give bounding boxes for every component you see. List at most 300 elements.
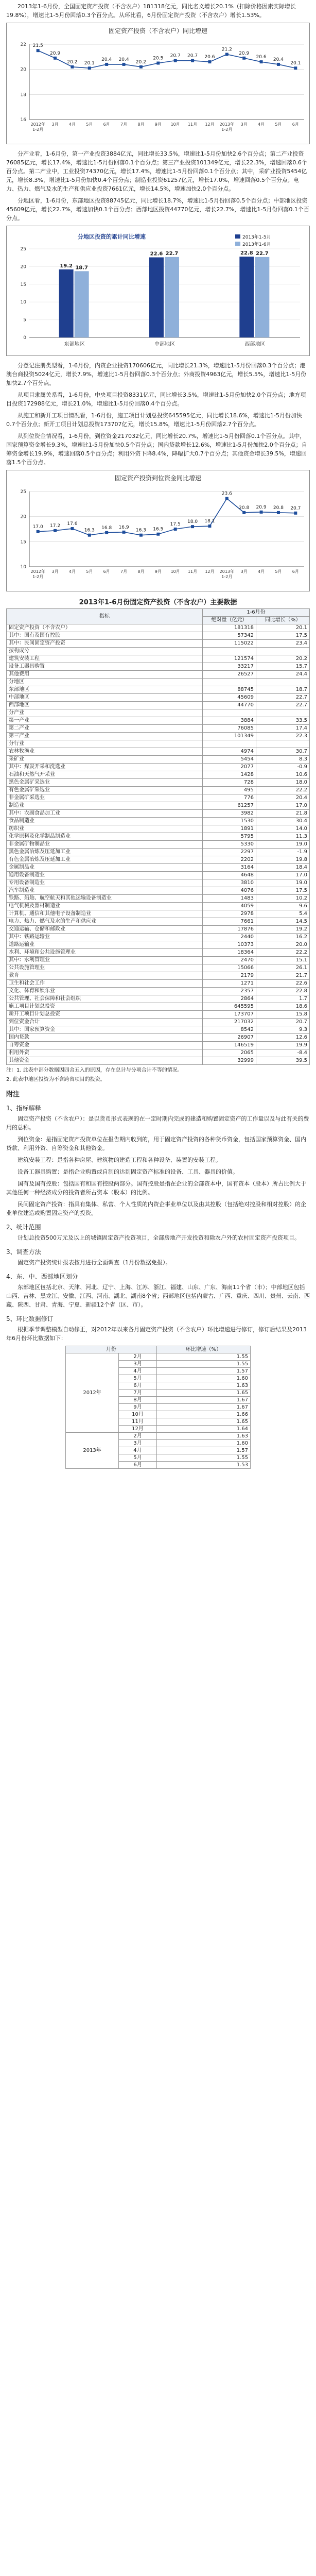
table-row (7, 1019, 310, 1026)
legend-swatch (235, 242, 240, 246)
table-row (7, 849, 310, 856)
row-label: 有色金属冶炼及压延加工业 (7, 856, 203, 864)
growth-value (256, 740, 310, 748)
chart-funds-growth (6, 470, 310, 591)
rate-cell: 1.67 (156, 1404, 250, 1411)
data-label: 20.7 (187, 53, 198, 59)
data-label: 17.0 (32, 524, 43, 530)
growth-value: 18.6 (256, 1003, 310, 1011)
data-point (260, 511, 263, 514)
growth-value: 20.1 (256, 624, 310, 632)
data-point (122, 63, 126, 66)
annex-paragraph: 民间固定资产投资：指具有集体、私营、个人性质的内资企事业单位以及由其控股（包括绝对控股和相对控股）的企业单位建造或购置固定资产的投资。 (6, 1201, 306, 1216)
table-row (7, 887, 310, 895)
category-label: 东部地区 (64, 342, 85, 347)
data-point (225, 497, 229, 500)
abs-value: 2357 (203, 988, 256, 995)
growth-value: 24.4 (256, 671, 310, 679)
abs-value: 2065 (203, 1049, 256, 1057)
x-tick-label: 5月 (86, 569, 93, 574)
table-row (7, 934, 310, 941)
table-row (7, 941, 310, 949)
registration-paragraphs (6, 361, 310, 467)
growth-value: 19.9 (256, 1042, 310, 1049)
month-cell: 7月 (119, 1389, 157, 1397)
rate-cell: 1.66 (156, 1411, 250, 1418)
main-table-body (7, 624, 310, 1065)
month-cell: 10月 (119, 1411, 157, 1418)
annex-paragraph: 国有及国有控股：包括国有和国有控股两部分。国有控股是指在企业的全部资本中，国有资本（股本）所占比例大于其他任何一种经济成分的投资者所占资本（股本）的比例。 (6, 1180, 306, 1196)
abs-value: 57342 (203, 632, 256, 640)
rate-cell: 1.60 (156, 1440, 250, 1447)
month-cell: 6月 (119, 1462, 157, 1469)
chart-region-growth (6, 226, 310, 356)
table-row (7, 764, 310, 771)
x-tick-label: 11月 (187, 569, 198, 574)
row-label: 分行业 (7, 740, 203, 748)
y-tick-label: 25 (20, 247, 26, 252)
abs-value: 645595 (203, 1003, 256, 1011)
table-row (7, 895, 310, 903)
abs-value: 76085 (203, 725, 256, 733)
growth-value: 20.0 (256, 941, 310, 949)
table-row (7, 802, 310, 810)
table-row (7, 856, 310, 864)
x-tick-label: 10月 (170, 122, 180, 127)
data-point (88, 66, 91, 70)
growth-value: 14.5 (256, 918, 310, 926)
col-group-header: 1-6月份 (203, 609, 310, 617)
growth-value: 22.6 (256, 980, 310, 988)
bar (59, 269, 74, 337)
month-cell: 3月 (119, 1361, 157, 1368)
month-cell: 4月 (119, 1368, 157, 1375)
growth-value: 18.0 (256, 779, 310, 787)
data-label: 20.8 (273, 505, 284, 511)
x-tick-label: 9月 (154, 569, 162, 574)
legend-label: 2013年1-6月 (242, 242, 271, 247)
x-tick-label: 2012年 1-2月 (30, 569, 45, 579)
abs-value: 1530 (203, 818, 256, 825)
annex-paragraph: 建筑安装工程：是指各种房屋、建筑物的建造工程和各种设备、装置的安装工程。 (17, 1157, 221, 1163)
data-label: 20.9 (50, 50, 61, 56)
row-label: 新开工项目计划总投资 (7, 1011, 203, 1019)
month-cell: 12月 (119, 1426, 157, 1433)
data-label: 20.2 (135, 59, 146, 65)
month-cell: 2月 (119, 1353, 157, 1361)
growth-value: 9.3 (256, 1026, 310, 1034)
rate-cell: 1.55 (156, 1361, 250, 1368)
abs-value: 115022 (203, 640, 256, 648)
growth-row (66, 1353, 251, 1361)
rate-cell: 1.55 (156, 1353, 250, 1361)
paragraph: 分登记注册类型看，1-6月份，内资企业投资170606亿元，同比增长21.3%，增速比1-5月份回落0.3个百分点；港澳台商投资5024亿元，增长7.9%，增速比1-5月份回落0.3个百分点；外商投资4963亿元，增长5.5%，增速比1-5月份加快2.7个百分点。 (6, 362, 307, 386)
table-row (7, 740, 310, 748)
x-tick-label: 5月 (86, 122, 93, 127)
bar (75, 271, 89, 337)
annex-section-title: 2、统计范围 (6, 1224, 41, 1231)
rate-cell: 1.60 (156, 1375, 250, 1382)
x-tick-label: 9月 (154, 122, 162, 127)
abs-value: 44770 (203, 702, 256, 709)
row-label: 非金属矿采选业 (7, 794, 203, 802)
growth-value (256, 709, 310, 717)
data-point (208, 60, 211, 63)
table-row (7, 872, 310, 879)
annex-section-title: 3、调查方法 (6, 1248, 41, 1256)
abs-value: 4059 (203, 903, 256, 910)
abs-value: 2864 (203, 995, 256, 1003)
data-point (71, 527, 74, 530)
x-tick-label: 8月 (137, 122, 145, 127)
abs-value: 5330 (203, 841, 256, 849)
growth-value: 9.6 (256, 903, 310, 910)
rate-cell: 1.65 (156, 1418, 250, 1426)
data-point (174, 59, 177, 62)
table-row (7, 988, 310, 995)
growth-value: -1.9 (256, 849, 310, 856)
month-cell: 5月 (119, 1375, 157, 1382)
annex-section-title: 4、东、中、西部地区划分 (6, 1273, 78, 1280)
row-label: 水利、环境和公共设施管理业 (7, 949, 203, 957)
chart3-title: 固定资产投资到位资金同比增速 (114, 474, 201, 482)
data-label: 20.6 (256, 55, 267, 60)
abs-value: 61257 (203, 802, 256, 810)
data-point (139, 65, 143, 69)
rate-cell: 1.57 (156, 1447, 250, 1454)
rate-cell: 1.55 (156, 1454, 250, 1462)
abs-value: 5795 (203, 833, 256, 841)
abs-value: 4076 (203, 887, 256, 895)
abs-value: 1483 (203, 895, 256, 903)
growth-value: 30.7 (256, 748, 310, 756)
table-row (7, 1003, 310, 1011)
growth-value: 22.7 (256, 694, 310, 702)
row-label: 道路运输业 (7, 941, 203, 949)
abs-value: 3982 (203, 810, 256, 818)
row-label: 其他费用 (7, 671, 203, 679)
mom-growth-table (65, 1346, 251, 1469)
col-index-header: 指标 (7, 609, 203, 624)
data-label: 20.2 (67, 59, 78, 65)
month-cell: 5月 (119, 1454, 157, 1462)
y-tick-label: 20 (20, 67, 26, 73)
data-point (105, 531, 108, 534)
row-label: 黑色金属冶炼及压延加工业 (7, 849, 203, 856)
year-cell: 2012年 (66, 1353, 119, 1433)
x-tick-label: 12月 (205, 122, 215, 127)
rate-cell: 1.63 (156, 1433, 250, 1440)
abs-value: 101349 (203, 733, 256, 740)
data-label: 16.3 (135, 528, 146, 533)
category-label: 中部地区 (154, 342, 175, 347)
abs-value: 121574 (203, 655, 256, 663)
annex-paragraph: 东部地区包括北京、天津、河北、辽宁、上海、江苏、浙江、福建、山东、广东、海南11个省（市）；中部地区包括山西、吉林、黑龙江、安徽、江西、河南、湖北、湖南8个省；西部地区包括内蒙古、广西、重庆、四川、贵州、云南、西藏、陕西、甘肃、青海、宁夏、新疆12个省（区、市）。 (6, 1284, 310, 1308)
month-cell: 8月 (119, 1397, 157, 1404)
abs-value: 3810 (203, 879, 256, 887)
x-tick-label: 11月 (187, 122, 198, 127)
bar-label: 22.8 (240, 250, 253, 257)
abs-value: 1428 (203, 771, 256, 779)
data-point (260, 60, 263, 63)
annex-paragraph: 计划总投资500万元及以上的城镇固定资产投资项目，全部房地产开发投资和除农户外的农村固定资产投资项目。 (17, 1234, 300, 1241)
y-tick-label: 25 (20, 489, 26, 495)
row-label: 非金属矿物制品业 (7, 841, 203, 849)
growth-value: 39.5 (256, 1057, 310, 1065)
row-label: 采矿业 (7, 756, 203, 764)
row-label: 中部地区 (7, 694, 203, 702)
row-label: 食品制造业 (7, 818, 203, 825)
data-point (71, 65, 74, 69)
x-tick-label: 3月 (240, 569, 248, 574)
industry-region-paragraphs (6, 149, 310, 223)
data-label: 20.5 (153, 56, 164, 61)
row-label: 自筹资金 (7, 1042, 203, 1049)
growth-value: 17.4 (256, 725, 310, 733)
table-row (7, 648, 310, 655)
row-label: 第三产业 (7, 733, 203, 740)
main-table-title: 2013年1-6月份固定资产投资（不含农户）主要数据 (79, 599, 237, 606)
table-row (7, 841, 310, 849)
growth-value (256, 648, 310, 655)
row-label: 其中：国有及国有控股 (7, 632, 203, 640)
data-point (37, 530, 40, 533)
growth-value: -0.9 (256, 764, 310, 771)
chart3-svg (9, 484, 310, 587)
x-tick-label: 4月 (68, 122, 76, 127)
x-tick-label: 3月 (240, 122, 248, 127)
growth-value: 17.5 (256, 887, 310, 895)
month-cell: 4月 (119, 1447, 157, 1454)
intro-paragraph: 2013年1-6月份，全国固定资产投资（不含农户）181318亿元，同比名义增长20.1%（扣除价格因素实际增长19.8%），增速比1-5月份回落0.3个百分点。从环比看，6月份固定资产投资（不含农户）增长1.53%。 (6, 3, 296, 19)
abs-value: 2440 (203, 934, 256, 941)
table-row (7, 879, 310, 887)
row-label: 制造业 (7, 802, 203, 810)
row-label: 教育 (7, 972, 203, 980)
growth-value: 21.7 (256, 972, 310, 980)
bar-label: 22.6 (150, 251, 163, 257)
x-tick-label: 8月 (137, 569, 145, 574)
row-label: 其中：水利管理业 (7, 957, 203, 964)
growth-value: 22.7 (256, 702, 310, 709)
table-note-2: 2. 此表中地区投资为不含跨省项目的投资。 (6, 1077, 106, 1082)
table-row (7, 787, 310, 794)
table-row (7, 926, 310, 934)
data-point (122, 531, 126, 534)
data-point (139, 534, 143, 537)
row-label: 铁路、船舶、航空航天和其他运输设备制造业 (7, 895, 203, 903)
data-point (156, 62, 160, 65)
rate-cell: 1.67 (156, 1397, 250, 1404)
abs-value: 3164 (203, 864, 256, 872)
abs-value: 32999 (203, 1057, 256, 1065)
x-tick-label: 4月 (68, 569, 76, 574)
x-tick-label: 2013年 1-2月 (219, 569, 234, 579)
abs-value: 1891 (203, 825, 256, 833)
growth-row (66, 1433, 251, 1440)
data-point (242, 511, 245, 514)
paragraph: 从项目隶属关系看，1-6月份，中央项目投资8331亿元，同比增长3.5%，增速比1-5月份加快2.0个百分点；地方项目投资172988亿元，增长21.0%，增速比1-5月份回落0.4个百分点。 (6, 392, 306, 407)
growth-value: 1.7 (256, 995, 310, 1003)
row-label: 固定资产投资（不含农户） (7, 624, 203, 632)
data-point (294, 66, 297, 70)
data-point (294, 512, 297, 515)
row-label: 分地区 (7, 679, 203, 686)
data-point (88, 534, 91, 537)
data-label: 20.1 (84, 61, 95, 66)
x-tick-label: 10月 (170, 569, 180, 574)
col-growth-header: 同比增长（%） (256, 617, 310, 624)
month-cell: 3月 (119, 1440, 157, 1447)
table-note-1: 注：1. 此表中部分数据因四舍五入的原因，存在总计与分项合计不等的情况。 (6, 1067, 183, 1073)
month-cell: 11月 (119, 1418, 157, 1426)
growth-value: 20.4 (256, 794, 310, 802)
table-row (7, 833, 310, 841)
abs-value (203, 679, 256, 686)
table-row (7, 1011, 310, 1019)
table-row (7, 671, 310, 679)
row-label: 公共设施管理业 (7, 964, 203, 972)
growth-value: 15.8 (256, 1011, 310, 1019)
table-row (7, 972, 310, 980)
growth-value: 19.0 (256, 841, 310, 849)
data-label: 17.2 (50, 523, 61, 529)
abs-value: 2077 (203, 764, 256, 771)
growth-month-header: 月份 (66, 1346, 157, 1353)
table-row (7, 1034, 310, 1042)
data-label: 20.4 (273, 57, 284, 62)
chart1-svg (9, 37, 310, 140)
row-label: 计算机、通信和其他电子设备制造业 (7, 910, 203, 918)
abs-value: 3884 (203, 717, 256, 725)
table-row (7, 1026, 310, 1034)
data-point (208, 524, 211, 528)
abs-value: 26527 (203, 671, 256, 679)
growth-value: 19.2 (256, 926, 310, 934)
growth-value: 18.7 (256, 686, 310, 694)
table-row (7, 624, 310, 632)
row-label: 通用设备制造业 (7, 872, 203, 879)
table-row (7, 864, 310, 872)
abs-value: 88745 (203, 686, 256, 694)
growth-value: 30.4 (256, 818, 310, 825)
row-label: 卫生和社会工作 (7, 980, 203, 988)
table-row (7, 771, 310, 779)
abs-value: 2202 (203, 856, 256, 864)
abs-value: 26907 (203, 1034, 256, 1042)
growth-value: 20.7 (256, 1019, 310, 1026)
rate-cell: 1.53 (156, 1462, 250, 1469)
row-label: 利用外资 (7, 1049, 203, 1057)
abs-value: 2978 (203, 910, 256, 918)
row-label: 分产业 (7, 709, 203, 717)
abs-value: 728 (203, 779, 256, 787)
table-row (7, 663, 310, 671)
data-label: 20.7 (290, 505, 301, 511)
annex-heading: 附注 (6, 1091, 20, 1098)
growth-value: 21.8 (256, 810, 310, 818)
row-label: 电力、热力、燃气及水的生产和供应业 (7, 918, 203, 926)
abs-value: 10373 (203, 941, 256, 949)
row-label: 其他资金 (7, 1057, 203, 1065)
y-tick-label: 22 (20, 42, 26, 47)
table-row (7, 957, 310, 964)
x-tick-label: 4月 (258, 122, 265, 127)
growth-value: 10.6 (256, 771, 310, 779)
row-label: 农林牧渔业 (7, 748, 203, 756)
annex-section-title: 5、环比数据修订 (6, 1315, 54, 1323)
table-row (7, 725, 310, 733)
table-row (7, 694, 310, 702)
y-tick-label: 15 (20, 282, 26, 287)
row-label: 石油和天然气开采业 (7, 771, 203, 779)
abs-value: 7661 (203, 918, 256, 926)
x-tick-label: 2012年 1-2月 (30, 122, 45, 132)
abs-value: 8542 (203, 1026, 256, 1034)
chart1-title: 固定资产投资（不含农户）同比增速 (108, 27, 207, 35)
table-row (7, 733, 310, 740)
table-row (7, 818, 310, 825)
growth-value: 17.0 (256, 872, 310, 879)
growth-value: 33.5 (256, 717, 310, 725)
table-row (7, 632, 310, 640)
x-tick-label: 5月 (275, 569, 282, 574)
abs-value: 15066 (203, 964, 256, 972)
bar (255, 257, 269, 337)
growth-value: 22.3 (256, 733, 310, 740)
x-tick-label: 2013年 1-2月 (219, 122, 234, 132)
col-abs-header: 绝对量（亿元） (203, 617, 256, 624)
growth-value: 23.4 (256, 640, 310, 648)
abs-value: 181318 (203, 624, 256, 632)
table-row (7, 949, 310, 957)
row-label: 交通运输、仓储和邮政业 (7, 926, 203, 934)
data-point (191, 59, 194, 62)
abs-value (203, 709, 256, 717)
table-row (7, 825, 310, 833)
main-data-table (6, 608, 310, 1065)
growth-value: 15.1 (256, 957, 310, 964)
annex-body (6, 1104, 310, 1343)
year-cell: 2013年 (66, 1433, 119, 1469)
data-label: 18.1 (204, 519, 215, 524)
x-tick-label: 5月 (275, 122, 282, 127)
growth-value: 22.8 (256, 988, 310, 995)
paragraph: 从施工和新开工项目情况看，1-6月份，施工项目计划总投资645595亿元，同比增长18.6%，增速比1-5月份加快0.7个百分点；新开工项目计划总投资173707亿元，增长15.8%，增速比1-5月份回落2.7个百分点。 (6, 412, 302, 428)
data-label: 20.6 (204, 55, 215, 60)
growth-value: 11.3 (256, 833, 310, 841)
paragraph: 分产业看，1-6月份，第一产业投资3884亿元，同比增长33.5%，增速比1-5月份加快2.6个百分点；第二产业投资76085亿元，增长17.4%，增速比1-5月份回落0.1个百分点；第三产业投资101349亿元，增长22.3%，增速回落0.6个百分点。第二产业中，工业投资74370亿元，增长17.4%，增速比1-5月份回落0.1个百分点；其中，采矿业投资5454亿元，增长8.3%，增速比1-5月份加快0.4个百分点；制造业投资61257亿元，增长17.0%，增速回落0.5个百分点；电力、热力、燃气及水的生产和供应业投资7661亿元，增长14.5%，增速加快2.0个百分点。 (6, 150, 307, 192)
bar-label: 22.7 (255, 250, 269, 257)
x-tick-label: 6月 (292, 122, 299, 127)
growth-value (256, 679, 310, 686)
row-label: 建筑安装工程 (7, 655, 203, 663)
rate-cell: 1.64 (156, 1426, 250, 1433)
paragraph: 分地区看，1-6月份，东部地区投资88745亿元，同比增长18.7%，增速比1-5月份回落0.5个百分点；中部地区投资45609亿元，增长22.7%，增速加快0.1个百分点；西部地区投资44770亿元，增长22.7%，增速比1-5月份回落0.1个百分点。 (6, 197, 309, 222)
y-tick-label: 16 (20, 117, 26, 123)
table-row (7, 1042, 310, 1049)
row-label: 其中：农副食品加工业 (7, 810, 203, 818)
growth-value: 10.2 (256, 895, 310, 903)
legend-label: 2013年1-5月 (242, 235, 271, 240)
abs-value: 217032 (203, 1019, 256, 1026)
row-label: 东部地区 (7, 686, 203, 694)
data-label: 16.3 (84, 528, 95, 533)
row-label: 金属制品业 (7, 864, 203, 872)
data-point (277, 511, 280, 514)
abs-value: 495 (203, 787, 256, 794)
abs-value: 33217 (203, 663, 256, 671)
